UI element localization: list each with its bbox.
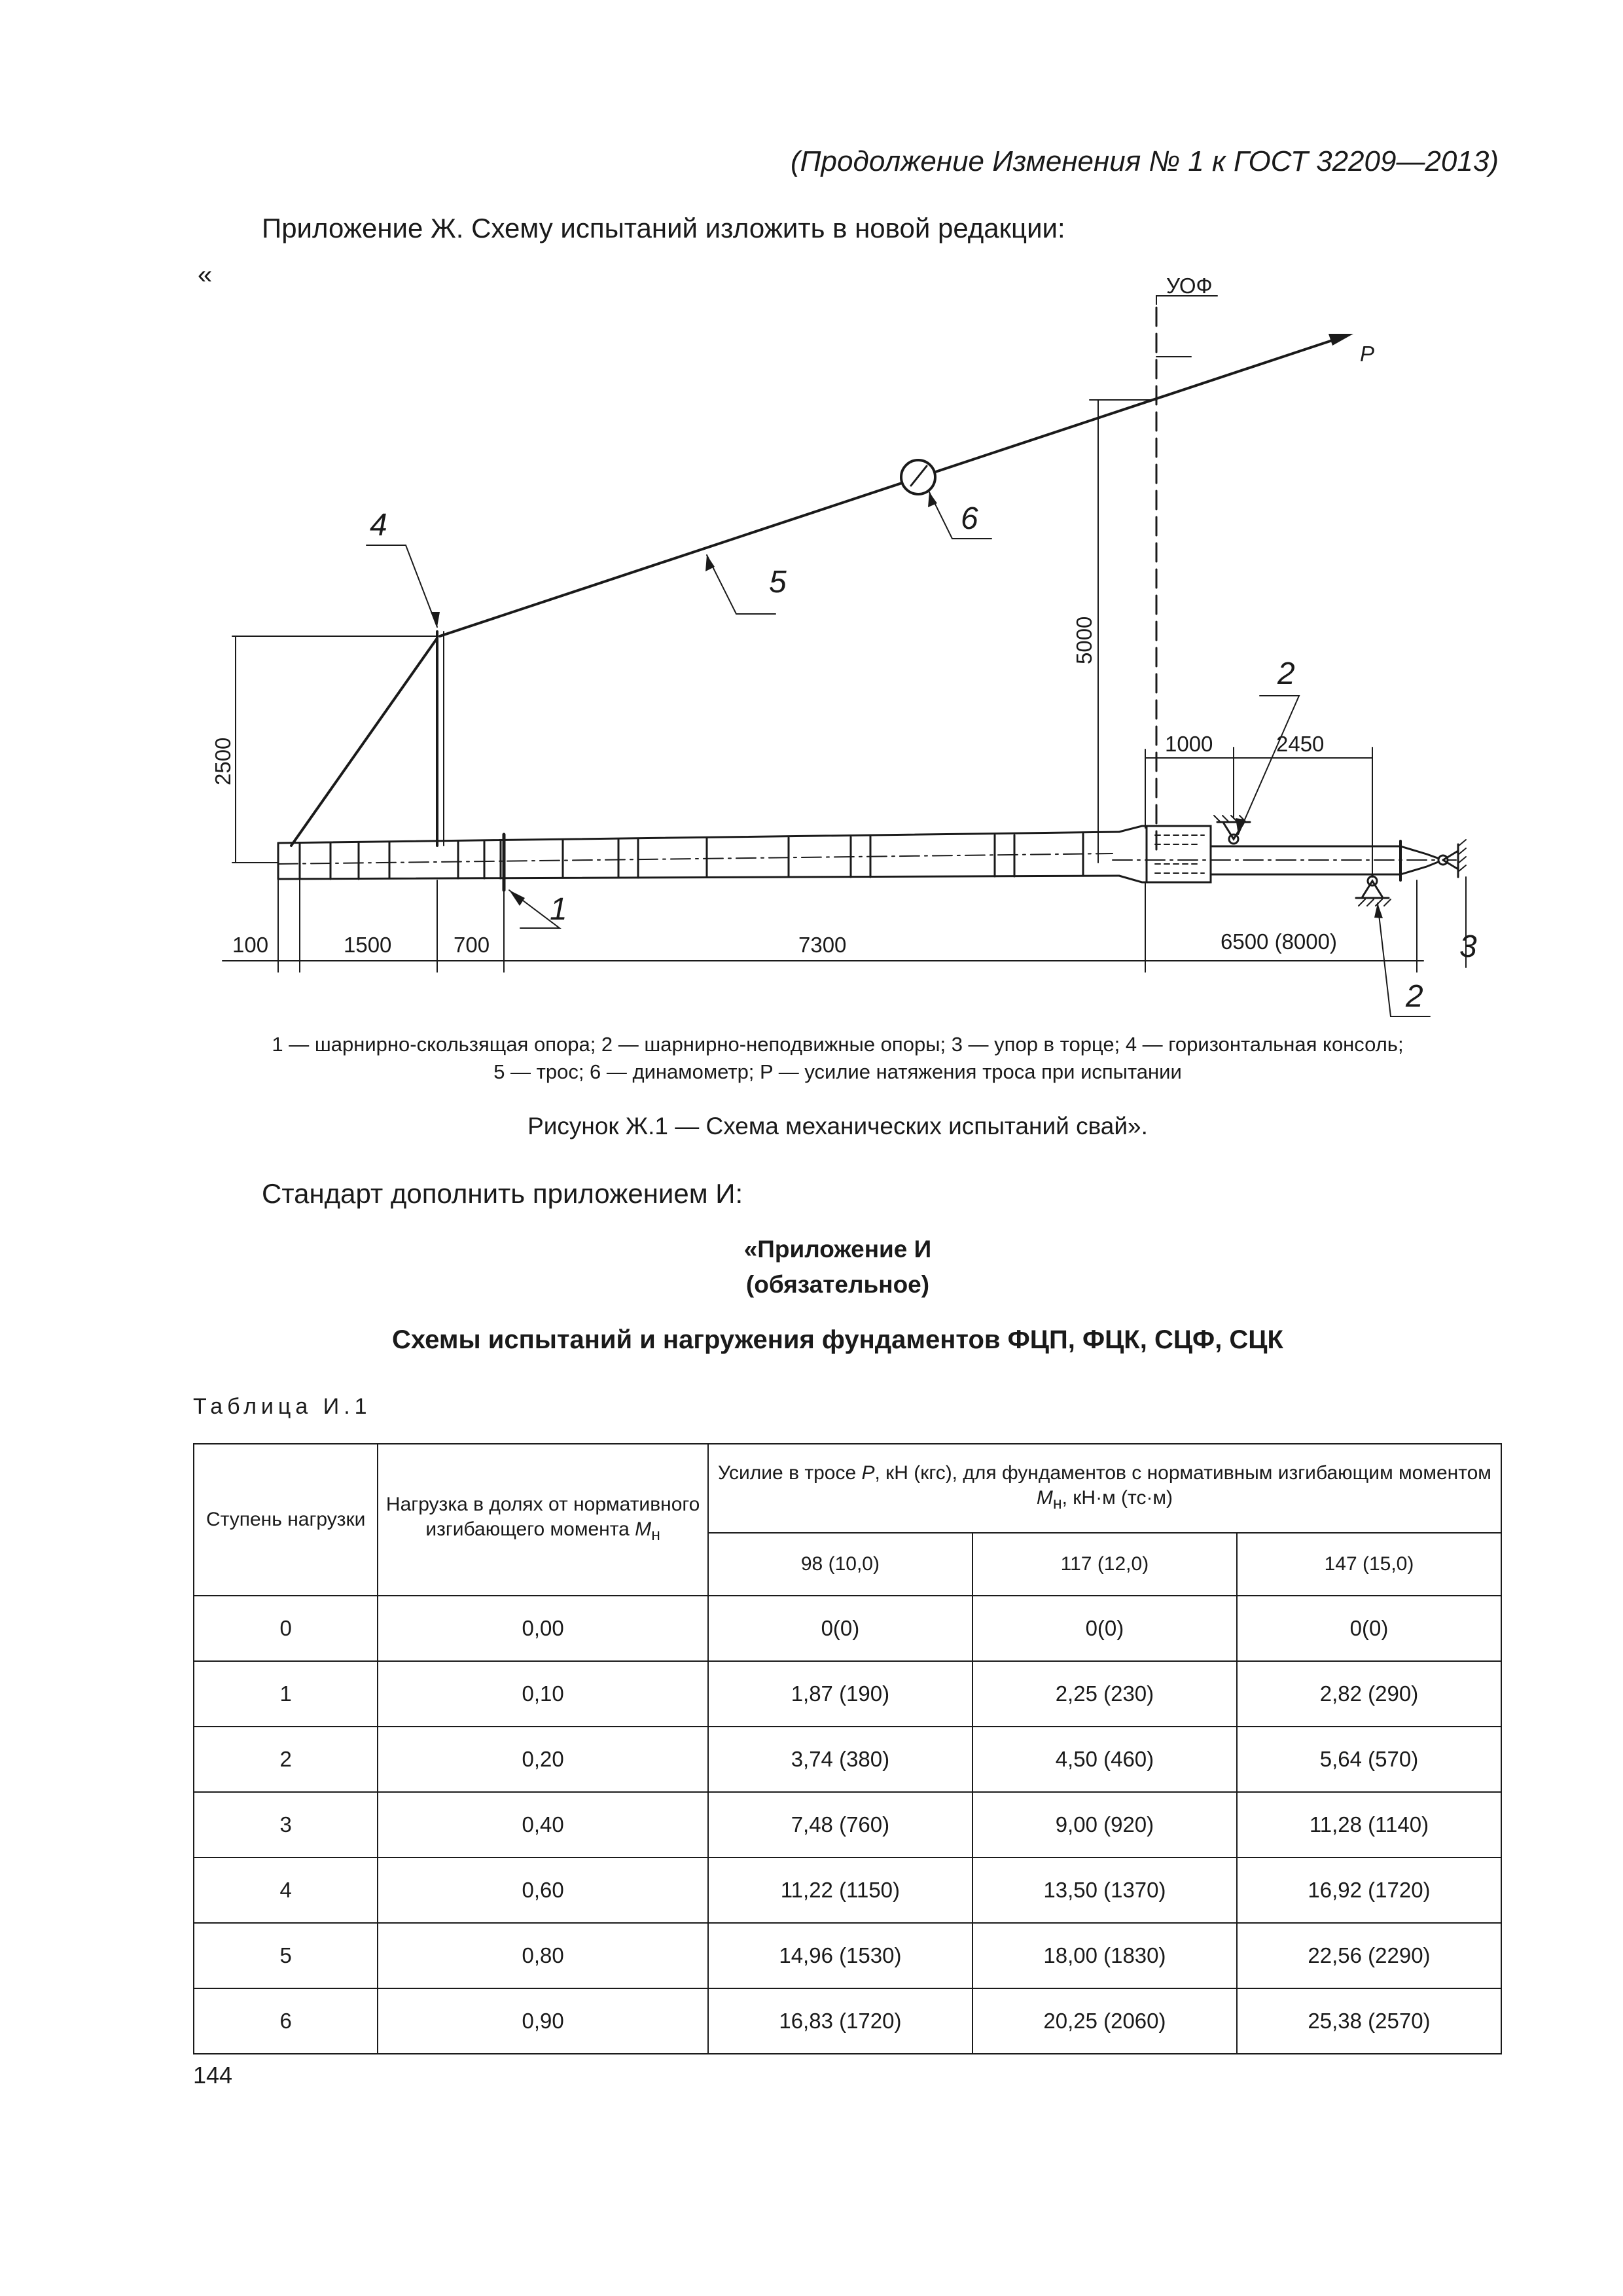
table-cell: 5: [194, 1923, 378, 1988]
table-cell: 0,60: [378, 1857, 708, 1923]
table-cell: 1,87 (190): [708, 1661, 972, 1727]
callout-3: 3: [1459, 929, 1477, 964]
table-row: [194, 1661, 1501, 1727]
table-cell: 0: [194, 1596, 378, 1661]
pile-top-edge: [278, 832, 1119, 843]
dim-2450: 2450: [1276, 732, 1325, 756]
dim-700: 700: [454, 933, 490, 957]
console-brace: [291, 638, 437, 846]
table-row: [194, 1988, 1501, 2054]
table-cell: 9,00 (920): [972, 1792, 1237, 1857]
callout-1: 1: [550, 892, 567, 927]
opening-quote: «: [198, 260, 213, 289]
table-cell: 3,74 (380): [708, 1727, 972, 1792]
dim-2500: 2500: [211, 737, 235, 785]
table-cell: 16,92 (1720): [1237, 1857, 1501, 1923]
pile-bottom-edge: [278, 876, 1119, 879]
section-title: Схемы испытаний и нагружения фундаментов ФЦП, ФЦК, СЦФ, СЦК: [392, 1325, 1283, 1354]
dim-1500: 1500: [344, 933, 392, 957]
dim-100: 100: [232, 933, 269, 957]
table-row: [194, 1792, 1501, 1857]
appendix-title: «Приложение И: [743, 1236, 932, 1263]
paragraph-appendix-zh: Приложение Ж. Схему испытаний изложить в новой редакции:: [262, 213, 1065, 243]
table-cell: 13,50 (1370): [972, 1857, 1237, 1923]
table-cell: 11,28 (1140): [1237, 1792, 1501, 1857]
paragraph-appendix-i: Стандарт дополнить приложением И:: [262, 1178, 743, 1209]
table-cell: 22,56 (2290): [1237, 1923, 1501, 1988]
table-row: [194, 1923, 1501, 1988]
table-cell: 0,90: [378, 1988, 708, 2054]
table-cell: 2: [194, 1727, 378, 1792]
test-scheme-figure: [190, 262, 1538, 1021]
pile-axis: [278, 853, 1113, 864]
table-cell: 20,25 (2060): [972, 1988, 1237, 2054]
table-cell: 3: [194, 1792, 378, 1857]
table-cell: 11,22 (1150): [708, 1857, 972, 1923]
callout-6: 6: [961, 501, 978, 536]
callout-4: 4: [370, 508, 387, 543]
header-load-fraction: Нагрузка в долях от нормативного изгибающего момента $M_н$: [378, 1444, 708, 1596]
dim-1000: 1000: [1165, 732, 1213, 756]
dim-5000: 5000: [1072, 616, 1096, 664]
table-row: [194, 1596, 1501, 1661]
callout-5: 5: [769, 565, 787, 600]
table-row: [194, 1857, 1501, 1923]
table-cell: 2,25 (230): [972, 1661, 1237, 1727]
dimension-ticks: [431, 492, 1383, 918]
dim-7300: 7300: [798, 933, 847, 957]
table-cell: 0,20: [378, 1727, 708, 1792]
callout-2-bottom: 2: [1406, 979, 1423, 1014]
appendix-status: (обязательное): [745, 1271, 930, 1298]
table-cell: 18,00 (1830): [972, 1923, 1237, 1988]
table-cell: 0,80: [378, 1923, 708, 1988]
header-stage: Ступень нагрузки: [194, 1444, 378, 1596]
header-cable-force: Усилие в тросе P, кН (кгс), для фундаментов с нормативным изгибающим моментом $M_н$, кН·м (тс·м): [708, 1444, 1501, 1533]
uof-label: УОФ: [1166, 274, 1213, 298]
table-row: [194, 1727, 1501, 1792]
table-cell: 5,64 (570): [1237, 1727, 1501, 1792]
table-cell: 1: [194, 1661, 378, 1727]
force-label: P: [1360, 342, 1375, 366]
force-arrow: [1329, 334, 1353, 346]
subheader-147: 147 (15,0): [1237, 1533, 1501, 1596]
table-cell: 25,38 (2570): [1237, 1988, 1501, 2054]
dim-6500: 6500 (8000): [1221, 929, 1337, 954]
continuation-note: (Продолжение Изменения № 1 к ГОСТ 32209—2013): [791, 145, 1499, 177]
table-cell: 14,96 (1530): [708, 1923, 972, 1988]
table-cell: 0(0): [1237, 1596, 1501, 1661]
table-cell: 0(0): [972, 1596, 1237, 1661]
figure-caption: Рисунок Ж.1 — Схема механических испытаний свай».: [527, 1113, 1148, 1139]
table-cell: 0,00: [378, 1596, 708, 1661]
table-label: Таблица И.1: [193, 1394, 372, 1419]
page-number: 144: [193, 2062, 233, 2089]
callout-2-top: 2: [1277, 656, 1295, 691]
load-table: [193, 1443, 1502, 2054]
table-cell: 16,83 (1720): [708, 1988, 972, 2054]
table-cell: 0(0): [708, 1596, 972, 1661]
table-cell: 6: [194, 1988, 378, 2054]
subheader-98: 98 (10,0): [708, 1533, 972, 1596]
table-cell: 4: [194, 1857, 378, 1923]
subheader-117: 117 (12,0): [972, 1533, 1237, 1596]
figure-legend-line-2: 5 — трос; 6 — динамометр; P — усилие натяжения троса при испытании: [493, 1060, 1182, 1083]
table-cell: 7,48 (760): [708, 1792, 972, 1857]
table-cell: 0,40: [378, 1792, 708, 1857]
figure-legend-line-1: 1 — шарнирно-скользящая опора; 2 — шарнирно-неподвижные опоры; 3 — упор в торце; 4 — горизонтальная консоль;: [272, 1033, 1404, 1056]
table-cell: 4,50 (460): [972, 1727, 1237, 1792]
cable: [440, 335, 1348, 636]
table-cell: 2,82 (290): [1237, 1661, 1501, 1727]
table-cell: 0,10: [378, 1661, 708, 1727]
